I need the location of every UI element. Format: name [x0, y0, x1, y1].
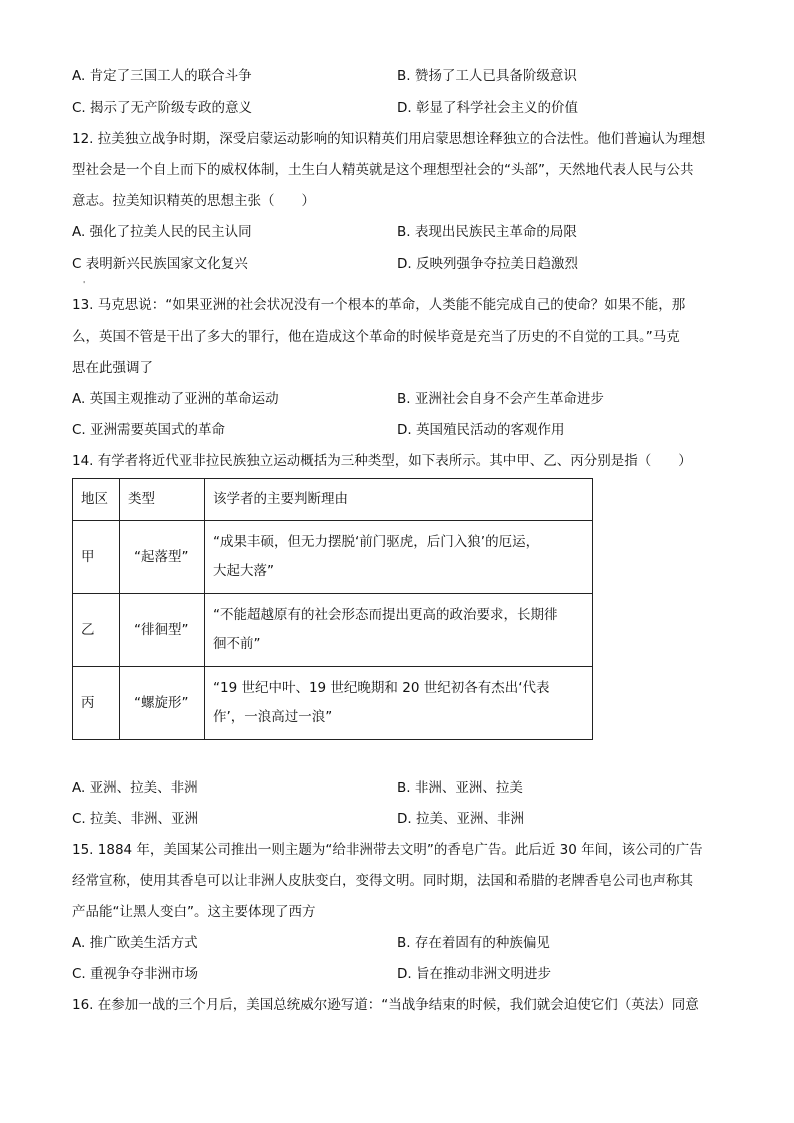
q14-option-d: D. 拉美、亚洲、非洲: [397, 811, 524, 827]
reason-cell: [205, 594, 593, 667]
q13-option-a: A. 英国主观推动了亚洲的革命运动: [72, 391, 279, 407]
reason-line: “19 世纪中叶、19 世纪晚期和 20 世纪初各有杰出‘代表: [213, 680, 550, 696]
region-cell: 甲: [73, 521, 120, 594]
type-cell: “螺旋形”: [120, 667, 205, 740]
q13-option-d: D. 英国殖民活动的客观作用: [397, 422, 565, 438]
q13-stem-line2: 么，英国不管是干出了多大的罪行，他在造成这个革命的时候毕竟是充当了历史的不自觉的工具。”马克: [72, 329, 680, 345]
region-cell: 乙: [73, 594, 120, 667]
q15-option-d: D. 旨在推动非洲文明进步: [397, 966, 551, 982]
q12-stem-line1: 12. 拉美独立战争时期，深受启蒙运动影响的知识精英们用启蒙思想诠释独立的合法性。他们普遍认为理想: [72, 131, 706, 147]
q12-stem-line2: 型社会是一个自上而下的威权体制，土生白人精英就是这个理想型社会的“头部”，天然地代表人民与公共: [72, 162, 694, 178]
q16-stem-line1: 16. 在参加一战的三个月后，美国总统威尔逊写道：“当战争结束的时候，我们就会迫使它们（英法）同意: [72, 997, 699, 1013]
stray-mark: ': [83, 280, 86, 289]
q15-option-b: B. 存在着固有的种族偏见: [397, 935, 550, 951]
q13-stem-line3: 思在此强调了: [72, 360, 153, 376]
reason-line: 作’，一浪高过一浪”: [213, 709, 333, 725]
reason-cell: [205, 667, 593, 740]
q12-stem-line3: 意志。拉美知识精英的思想主张（ ）: [72, 193, 315, 209]
q11-option-b: B. 赞扬了工人已具备阶级意识: [397, 68, 577, 84]
table-row: [73, 594, 593, 667]
type-cell: “起落型”: [120, 521, 205, 594]
q11-option-d: D. 彰显了科学社会主义的价值: [397, 100, 578, 116]
reason-line: “不能超越原有的社会形态而提出更高的政治要求，长期徘: [213, 607, 558, 623]
q12-option-d: D. 反映列强争夺拉美日趋激烈: [397, 256, 578, 272]
q12-option-a: A. 强化了拉美人民的民主认同: [72, 224, 252, 240]
q12-option-c: C 表明新兴民族国家文化复兴: [72, 256, 248, 272]
table-row: [73, 521, 593, 594]
reason-line: 大起大落”: [213, 563, 274, 579]
classification-table: [72, 478, 593, 740]
q13-option-c: C. 亚洲需要英国式的革命: [72, 422, 226, 438]
q15-stem-line3: 产品能“让黑人变白”。这主要体现了西方: [72, 904, 316, 920]
reason-line: “成果丰硕，但无力摆脱‘前门驱虎，后门入狼’的厄运，: [213, 534, 540, 550]
q15-option-c: C. 重视争夺非洲市场: [72, 966, 199, 982]
q13-stem-line1: 13. 马克思说：“如果亚洲的社会状况没有一个根本的革命，人类能不能完成自己的使命？如果不能，那: [72, 297, 686, 313]
header-reason: 该学者的主要判断理由: [205, 479, 593, 521]
table-header-row: [73, 479, 593, 521]
q14-stem: 14. 有学者将近代亚非拉民族独立运动概括为三种类型，如下表所示。其中甲、乙、丙分别是指（ ）: [72, 453, 692, 469]
region-cell: 丙: [73, 667, 120, 740]
q12-option-b: B. 表现出民族民主革命的局限: [397, 224, 577, 240]
header-region: 地区: [73, 479, 120, 521]
reason-line: 徊不前”: [213, 636, 261, 652]
reason-cell: [205, 521, 593, 594]
q11-option-a: A. 肯定了三国工人的联合斗争: [72, 68, 252, 84]
q14-option-a: A. 亚洲、拉美、非洲: [72, 780, 198, 796]
q15-stem-line1: 15. 1884 年，美国某公司推出一则主题为“给非洲带去文明”的香皂广告。此后近 30 年间，该公司的广告: [72, 842, 703, 858]
q15-option-a: A. 推广欧美生活方式: [72, 935, 198, 951]
table-row: [73, 667, 593, 740]
q13-option-b: B. 亚洲社会自身不会产生革命进步: [397, 391, 604, 407]
type-cell: “徘徊型”: [120, 594, 205, 667]
q15-stem-line2: 经常宣称，使用其香皂可以让非洲人皮肤变白，变得文明。同时期，法国和希腊的老牌香皂公司也声称其: [72, 873, 693, 889]
header-type: 类型: [120, 479, 205, 521]
q11-option-c: C. 揭示了无产阶级专政的意义: [72, 100, 253, 116]
q14-option-c: C. 拉美、非洲、亚洲: [72, 811, 199, 827]
q14-option-b: B. 非洲、亚洲、拉美: [397, 780, 523, 796]
